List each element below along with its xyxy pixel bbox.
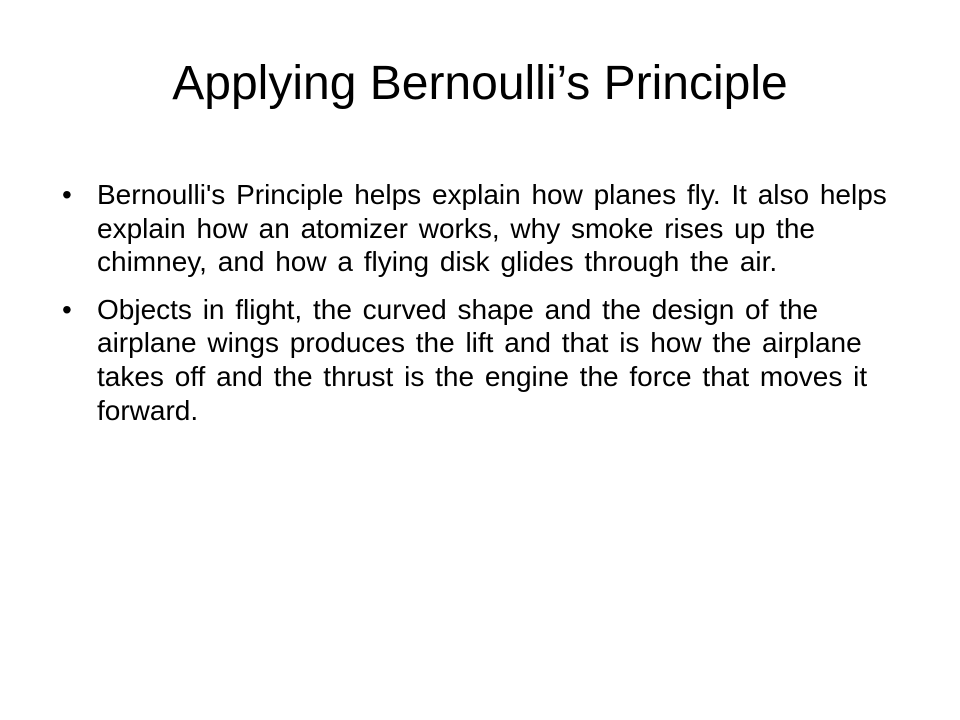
bullet-item — [62, 178, 912, 279]
bullet-text: Objects in flight, the curved shape and the design of the airplane wings produces the lift and that is how the airplane takes off and the thrust is the engine the force that moves it forward. — [97, 293, 868, 426]
bullet-icon: • — [62, 293, 72, 325]
slide-title: Applying Bernoulli’s Principle — [172, 57, 788, 110]
bullet-text: Bernoulli's Principle helps explain how planes fly. It also helps explain how an atomizer works, why smoke rises up the chimney, and how a flying disk glides through the air. — [97, 179, 887, 278]
bullet-icon: • — [62, 179, 72, 210]
bullet-list — [62, 178, 912, 441]
bullet-item — [62, 293, 912, 427]
